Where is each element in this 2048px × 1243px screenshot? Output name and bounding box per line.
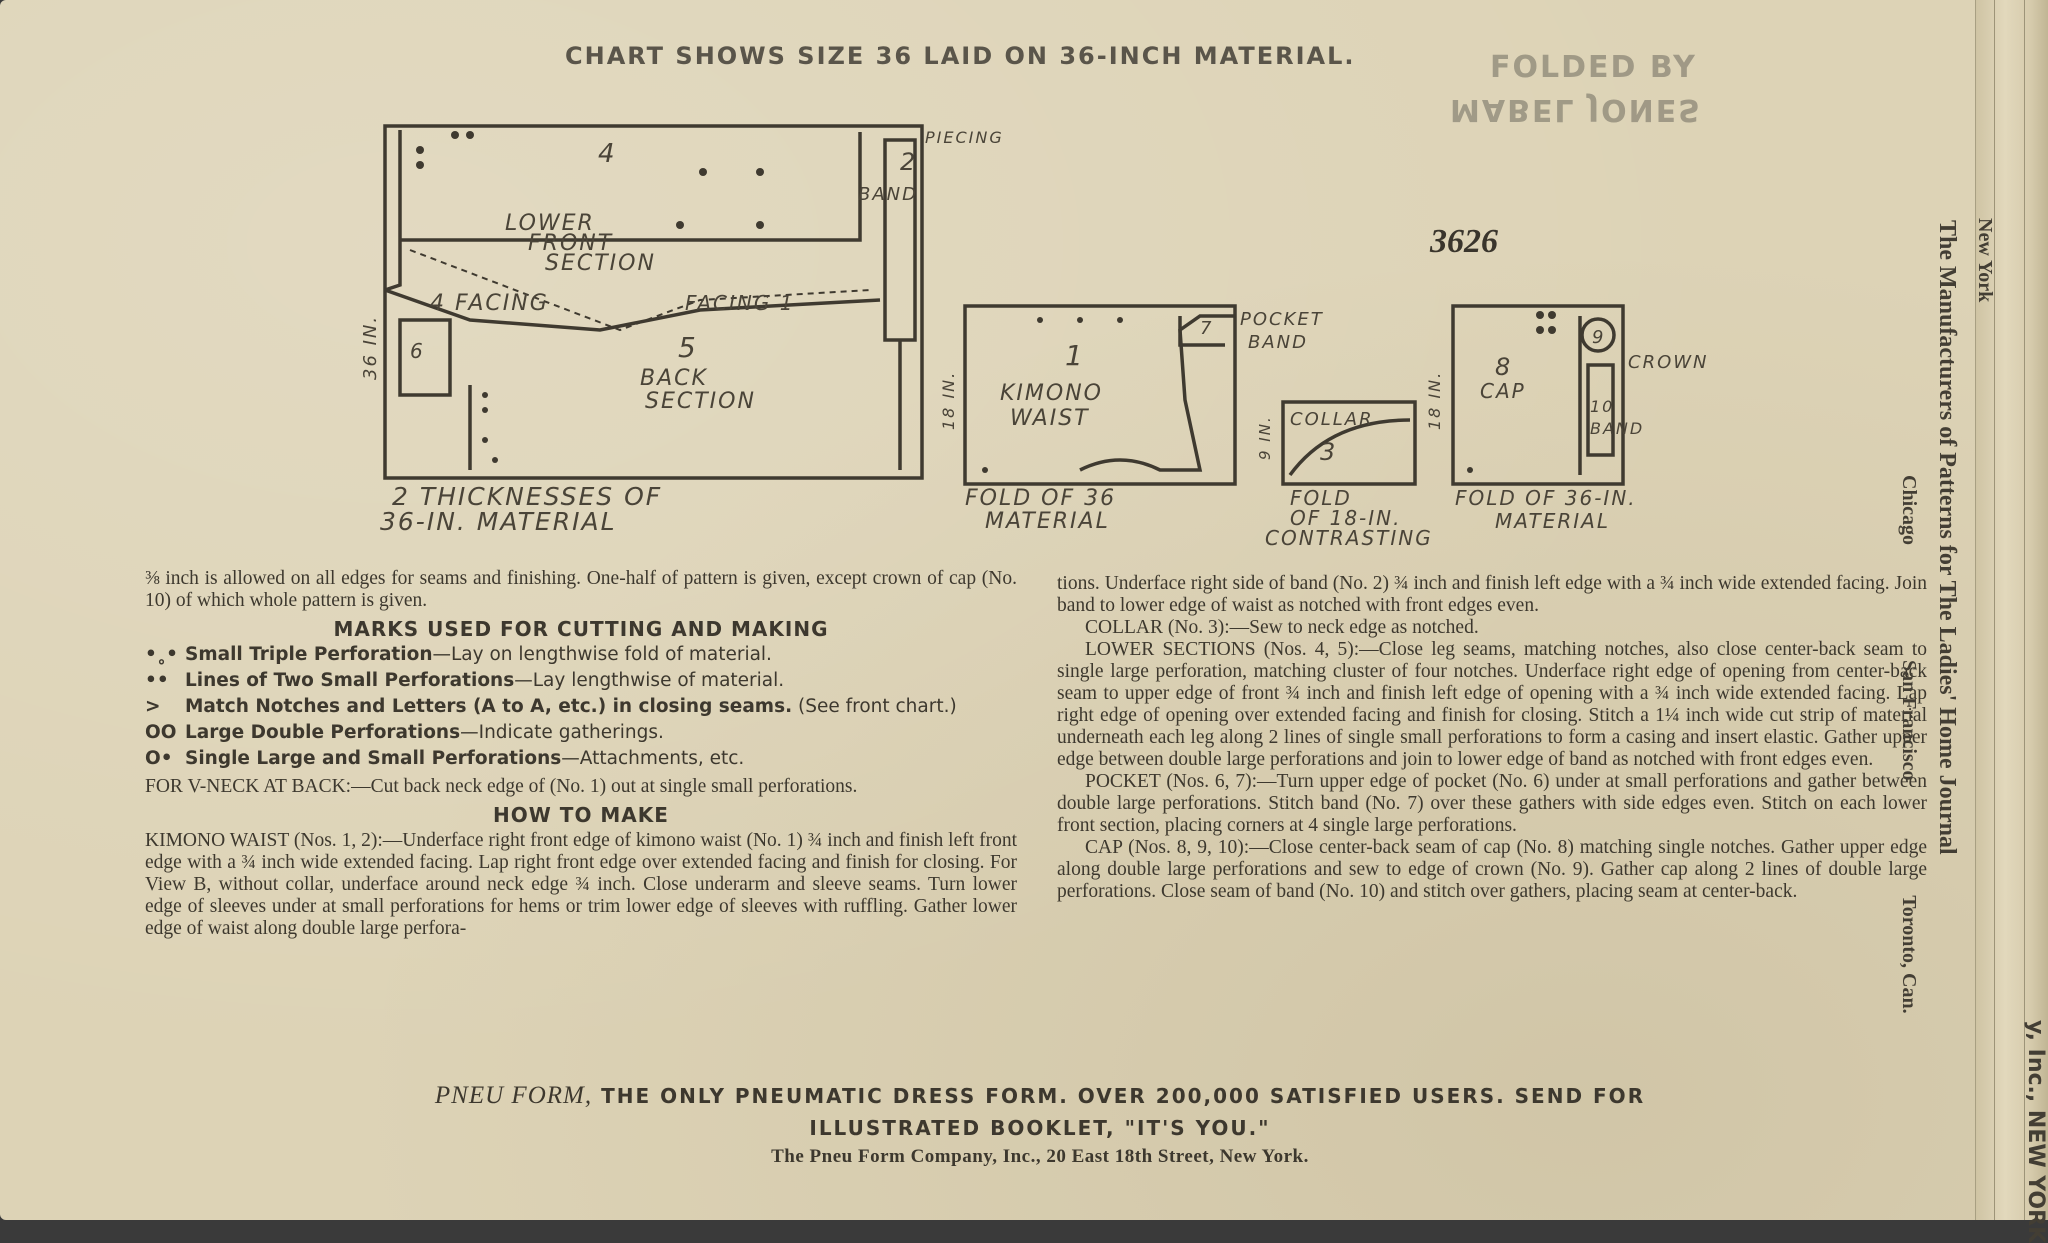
facing-4-label: 4 FACING <box>430 291 549 316</box>
back-section-label-2: SECTION <box>645 389 756 414</box>
layout-1-caption-b: 36-IN. MATERIAL <box>380 507 617 536</box>
spine-company-new-york: y, Inc., NEW YORK <box>2023 1020 2048 1243</box>
pocket-piece-6 <box>400 320 450 395</box>
large-double-perforation-icon: OO <box>145 722 177 743</box>
width-label-1: 36 IN. <box>360 314 381 380</box>
right-instructions <box>1057 573 1927 903</box>
spine-cities <box>1897 475 1920 1124</box>
lower-sections-paragraph <box>1057 639 1927 771</box>
stamp-line-2: MABEL JONES <box>1450 92 1702 127</box>
mark-row-notches <box>145 696 1017 718</box>
cap-band-label: BAND <box>1590 419 1645 438</box>
spine-city-toronto: Toronto, Can. <box>1898 895 1920 1014</box>
kimono-label-1: KIMONO <box>1000 381 1103 406</box>
footer-address: The Pneu Form Company, Inc., 20 East 18th Street, New York. <box>771 1146 1309 1167</box>
crown-label: CROWN <box>1628 352 1709 373</box>
facing-1-label: FACING 1 <box>685 291 795 315</box>
kimono-text: (Nos. 1, 2):—Underface right front edge of kimono waist (No. 1) ¾ inch and finish left front edge with a ¾ inch wide extended facing. Lap right front edge over extended facing and finish for closing. For View B, without collar, underface around neck edge ¾ inch. Close underarm and sleeve seams. Turn lower edge of sleeves under at small perforations for hems or trim lower edge of sleeves with ruffling. Gather lower edge of waist along double large perfora- <box>145 830 1017 939</box>
width-label-3: 9 IN. <box>1256 415 1274 460</box>
piece-9-number: 9 <box>1592 327 1606 348</box>
pocket-title: POCKET <box>1085 771 1161 792</box>
piece-8-number: 8 <box>1495 353 1513 381</box>
piece-6-number: 6 <box>410 339 425 363</box>
kimono-outline <box>1080 316 1235 470</box>
width-label-2: 18 IN. <box>939 370 958 430</box>
mark-title: Large Double Perforations <box>185 722 461 743</box>
layout-4-caption-a: FOLD OF 36-IN. <box>1455 486 1637 510</box>
notch-icon: > <box>145 696 161 717</box>
spine-manufacturers-text: The Manufacturers of Patterns for The Ladies' Home Journal <box>1934 220 1960 855</box>
lower-sections-text: (Nos. 4, 5):—Close leg seams, matching notches, also close center-back seam to single large perforation, matching cluster of four notches. Underface right edge of opening from center-back seam to upper edge of front ¾ inch and finish left edge of opening with a ¾ inch wide extended facing. Lap right edge of opening over extended facing and finish for closing. Stitch a 1¼ inch wide cut strip of material underneath each leg along 2 lines of single small perforations to form a casing and insert elastic. Gather upper edge between double large perforations and join to lower edge of band as notched with front edges even. <box>1057 639 1927 770</box>
triple-perforation-icon: •˳• <box>145 644 178 665</box>
collar-text: (No. 3):—Sew to neck edge as notched. <box>1163 617 1479 638</box>
piece-1-number: 1 <box>1065 339 1085 372</box>
collar-label: COLLAR <box>1290 409 1374 430</box>
single-large-small-perforation-icon: O• <box>145 748 173 769</box>
how-to-make-heading: HOW TO MAKE <box>493 803 669 827</box>
layout-3-caption-b: OF 18-IN. <box>1290 506 1402 530</box>
footer-line-2: ILLUSTRATED BOOKLET, "IT'S YOU." <box>809 1116 1271 1140</box>
pneu-form-advertisement <box>290 1082 1790 1168</box>
piece-4-number: 4 <box>598 139 617 169</box>
layout-3-caption-a: FOLD <box>1290 486 1352 510</box>
lower-front-label-2: FRONT <box>528 231 614 256</box>
pocket-label: POCKET <box>1240 309 1324 330</box>
pocket-text: (Nos. 6, 7):—Turn upper edge of pocket (No. 6) under at small perforations and gather between double large perforations. Stitch band (No. 7) over these gathers with side edges even. Stitch on each lower front section, placing corners at 4 single large perforations. <box>1057 771 1927 836</box>
mark-desc: (See front chart.) <box>792 696 957 717</box>
back-section-label-1: BACK <box>640 366 708 391</box>
pocket-band-label: BAND <box>1248 332 1308 353</box>
mark-row-two-small <box>145 670 1017 692</box>
collar-paragraph <box>1057 617 1927 639</box>
piece-2-number: 2 <box>900 148 918 176</box>
piece-7-number: 7 <box>1200 318 1214 339</box>
stamp-line-1: FOLDED BY <box>1490 50 1697 85</box>
vneck-title: FOR V-NECK AT BACK <box>145 776 346 797</box>
spine-city-san-francisco: San Francisco <box>1898 660 1920 781</box>
band-label: BAND <box>858 184 918 205</box>
vneck-text: :—Cut back neck edge of (No. 1) out at single small perforations. <box>345 776 858 797</box>
layout-2-caption-a: FOLD OF 36 <box>965 486 1117 511</box>
width-label-4: 18 IN. <box>1425 370 1444 430</box>
mark-title: Small Triple Perforation <box>185 644 433 665</box>
piece-5-number: 5 <box>678 331 698 364</box>
layout-3-caption-c: CONTRASTING <box>1265 526 1433 550</box>
chart-header: CHART SHOWS SIZE 36 LAID ON 36-INCH MATERIAL. <box>565 42 1356 70</box>
mark-row-triple <box>145 644 1017 666</box>
mark-desc: —Lay lengthwise of material. <box>514 670 785 691</box>
vneck-paragraph <box>145 776 1017 798</box>
layout-1-caption-a: 2 THICKNESSES OF <box>392 482 663 511</box>
layout-2-caption-b: MATERIAL <box>985 509 1110 534</box>
lower-front-label-1: LOWER <box>505 211 595 236</box>
mark-desc: —Attachments, etc. <box>561 748 745 769</box>
mark-title: Single Large and Small Perforations <box>185 748 562 769</box>
collar-title: COLLAR <box>1085 617 1163 638</box>
mark-row-single-large-small <box>145 748 1017 770</box>
kimono-paragraph <box>145 830 1017 940</box>
cap-text: (Nos. 8, 9, 10):—Close center-back seam of cap (No. 8) matching single notches. Gather upper edge along double large perforations and sew to edge of crown (No. 9). Gather cap along 2 lines of double large perforations. Close seam of band (No. 10) and stitch over gathers, placing seam at center-back. <box>1057 837 1927 902</box>
pocket-paragraph <box>1057 771 1927 837</box>
mark-desc: —Indicate gatherings. <box>460 722 664 743</box>
piece-3-number: 3 <box>1320 438 1338 466</box>
piecing-label: PIECING <box>925 128 1004 147</box>
marks-heading: MARKS USED FOR CUTTING AND MAKING <box>333 617 829 641</box>
pattern-number: 3626 <box>1430 223 1498 260</box>
lower-front-label-3: SECTION <box>545 251 656 276</box>
footer-line-1: THE ONLY PNEUMATIC DRESS FORM. OVER 200,000 SATISFIED USERS. SEND FOR <box>592 1084 1646 1108</box>
spine-city-new-york: New York <box>1974 218 1996 303</box>
two-perforations-icon: •• <box>145 670 169 691</box>
band-paragraph: tions. Underface right side of band (No. 2) ¾ inch and finish left edge with a ¾ inch wide extended facing. Join band to lower edge of waist as notched with front edges even. <box>1057 573 1927 616</box>
kimono-label-2: WAIST <box>1010 406 1090 431</box>
cutting-layout-diagram <box>0 0 1985 560</box>
left-instructions <box>145 568 1017 940</box>
cap-title: CAP <box>1085 837 1123 858</box>
layout-4-caption-b: MATERIAL <box>1495 509 1610 533</box>
cap-label: CAP <box>1480 379 1526 403</box>
spine-city-chicago: Chicago <box>1898 475 1920 545</box>
mark-row-large-double <box>145 722 1017 744</box>
mark-desc: —Lay on lengthwise fold of material. <box>432 644 772 665</box>
piece-10-number: 10 <box>1590 397 1615 416</box>
mark-title: Lines of Two Small Perforations <box>185 670 515 691</box>
mark-title: Match Notches and Letters (A to A, etc.) in closing seams. <box>185 696 793 717</box>
seam-allowance-intro: ⅜ inch is allowed on all edges for seams and finishing. One-half of pattern is given, except crown of cap (No. 10) of which whole pattern is given. <box>145 568 1017 611</box>
pneu-form-brand: PNEU FORM, <box>434 1082 593 1109</box>
cap-paragraph <box>1057 837 1927 903</box>
layout-svg <box>0 0 1985 560</box>
lower-sections-title: LOWER SECTIONS <box>1085 639 1256 660</box>
kimono-title: KIMONO WAIST <box>145 830 289 851</box>
